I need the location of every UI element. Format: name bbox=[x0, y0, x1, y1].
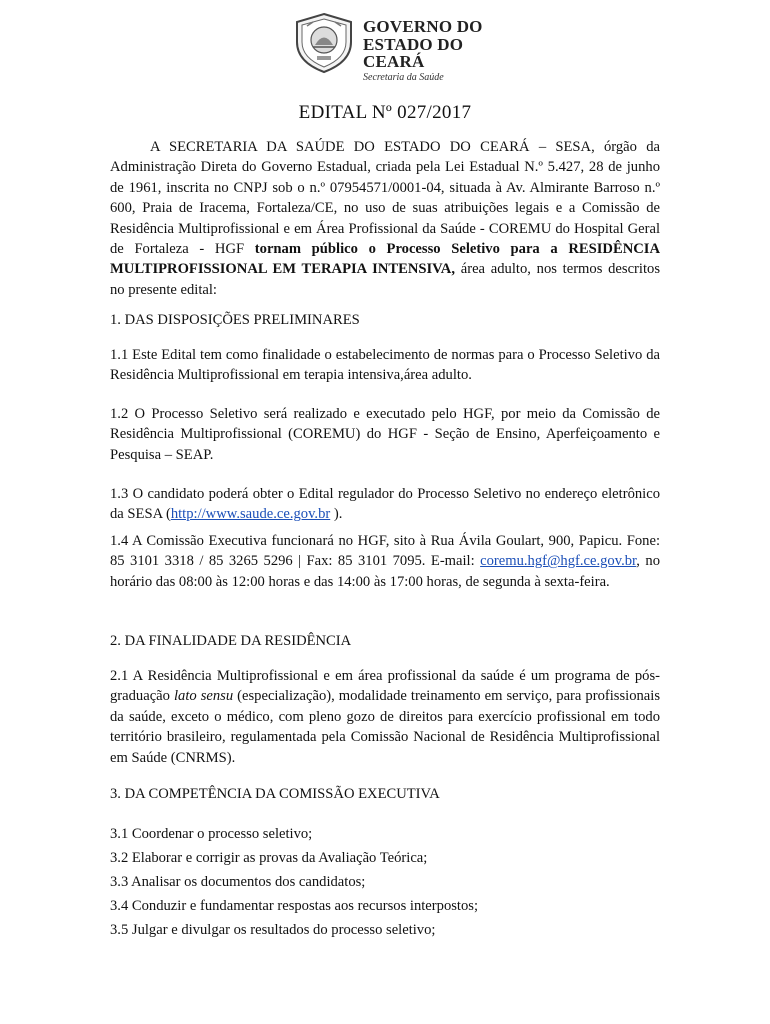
logo-line-2: ESTADO DO CEARÁ bbox=[363, 35, 464, 71]
section-1-heading: 1. DAS DISPOSIÇÕES PRELIMINARES bbox=[110, 312, 360, 328]
paragraph-2-1 bbox=[110, 666, 660, 768]
paragraph-1-1 bbox=[110, 345, 660, 386]
paragraph-1-4-text-b: , no horário das 08:00 às 12:00 horas e das 14:00 às 17:00 horas, de segunda à sexta-feira. bbox=[110, 553, 660, 590]
intro-paragraph bbox=[110, 137, 660, 300]
paragraph-2-1-text-a: 2.1 A Residência Multiprofissional e em área profissional da saúde é um programa de pós-graduação bbox=[110, 668, 660, 705]
document-title: EDITAL Nº 027/2017 bbox=[298, 102, 472, 123]
paragraph-1-1-text: 1.1 Este Edital tem como finalidade o estabelecimento de normas para o Processo Seletivo da Residência Multiprofissional em terapia intensiva,área adulto. bbox=[110, 347, 660, 384]
paragraph-1-2-text: 1.2 O Processo Seletivo será realizado e executado pelo HGF, por meio da Comissão de Residência Multiprofissional (COREMU) do HGF - Seção de Ensino, Aperfeiçoamento e Pesquisa – SEAP. bbox=[110, 406, 660, 463]
government-logo bbox=[293, 12, 523, 83]
list-item: 3.3 Analisar os documentos dos candidatos; bbox=[110, 874, 366, 890]
intro-text-bold: tornam público o Processo Seletivo para a RESIDÊNCIA MULTIPROFISSIONAL EM TERAPIA INTENSIVA, bbox=[110, 241, 660, 278]
paragraph-1-3-text-b: ). bbox=[330, 506, 343, 523]
list-item: 3.2 Elaborar e corrigir as provas da Avaliação Teórica; bbox=[110, 850, 428, 866]
list-item: 3.1 Coordenar o processo seletivo; bbox=[110, 826, 313, 842]
sesa-website-link[interactable]: http://www.saude.ce.gov.br bbox=[170, 506, 331, 523]
paragraph-2-1-text-b: (especialização), modalidade treinamento em serviço, para profissionais da saúde, exceto o médico, com pleno gozo de direitos para exercício profissional em todo território brasileiro, regulamentada pela Comissão Nacional de Residência Multiprofissional em Saúde (CNRMS). bbox=[110, 688, 661, 766]
logo-subtitle: Secretaria da Saúde bbox=[363, 72, 444, 83]
paragraph-1-3 bbox=[110, 484, 660, 525]
section-3-heading: 3. DA COMPETÊNCIA DA COMISSÃO EXECUTIVA bbox=[110, 786, 440, 802]
state-seal-icon bbox=[293, 12, 355, 74]
paragraph-1-4 bbox=[110, 531, 660, 592]
paragraph-1-4-text-a: 1.4 A Comissão Executiva funcionará no HGF, sito à Rua Ávila Goulart, 900, Papicu. Fone: 85 3101 3318 / 85 3265 5296 | Fax: 85 3101 7095. E-mail: bbox=[110, 533, 660, 570]
intro-text-b: área adulto, nos termos descritos no presente edital: bbox=[110, 261, 660, 298]
list-item: 3.4 Conduzir e fundamentar respostas aos recursos interpostos; bbox=[110, 898, 479, 914]
coremu-email-link[interactable]: coremu.hgf@hgf.ce.gov.br bbox=[480, 553, 637, 570]
logo-line-1: GOVERNO DO bbox=[363, 17, 483, 36]
paragraph-1-3-text-a: 1.3 O candidato poderá obter o Edital regulador do Processo Seletivo no endereço eletrônico da SESA ( bbox=[110, 486, 660, 523]
list-item: 3.5 Julgar e divulgar os resultados do processo seletivo; bbox=[110, 922, 436, 938]
section-2-heading: 2. DA FINALIDADE DA RESIDÊNCIA bbox=[110, 633, 352, 649]
paragraph-1-2 bbox=[110, 404, 660, 465]
paragraph-2-1-italic: lato sensu bbox=[173, 688, 234, 705]
intro-text-a: A SECRETARIA DA SAÚDE DO ESTADO DO CEARÁ – SESA, órgão da Administração Direta do Governo Estadual, criada pela Lei Estadual N.º 5.427, 28 de junho de 1961, inscrita no CNPJ sob o n.º 07954571/0001-04, situada à Av. Almirante Barroso n.º 600, Praia de Iracema, Fortaleza/CE, no uso de suas atribuições legais e a Comissão de Residência Multiprofissional e em Área Profissional da Saúde - COREMU do Hospital Geral de Fortaleza - HGF bbox=[110, 139, 660, 258]
